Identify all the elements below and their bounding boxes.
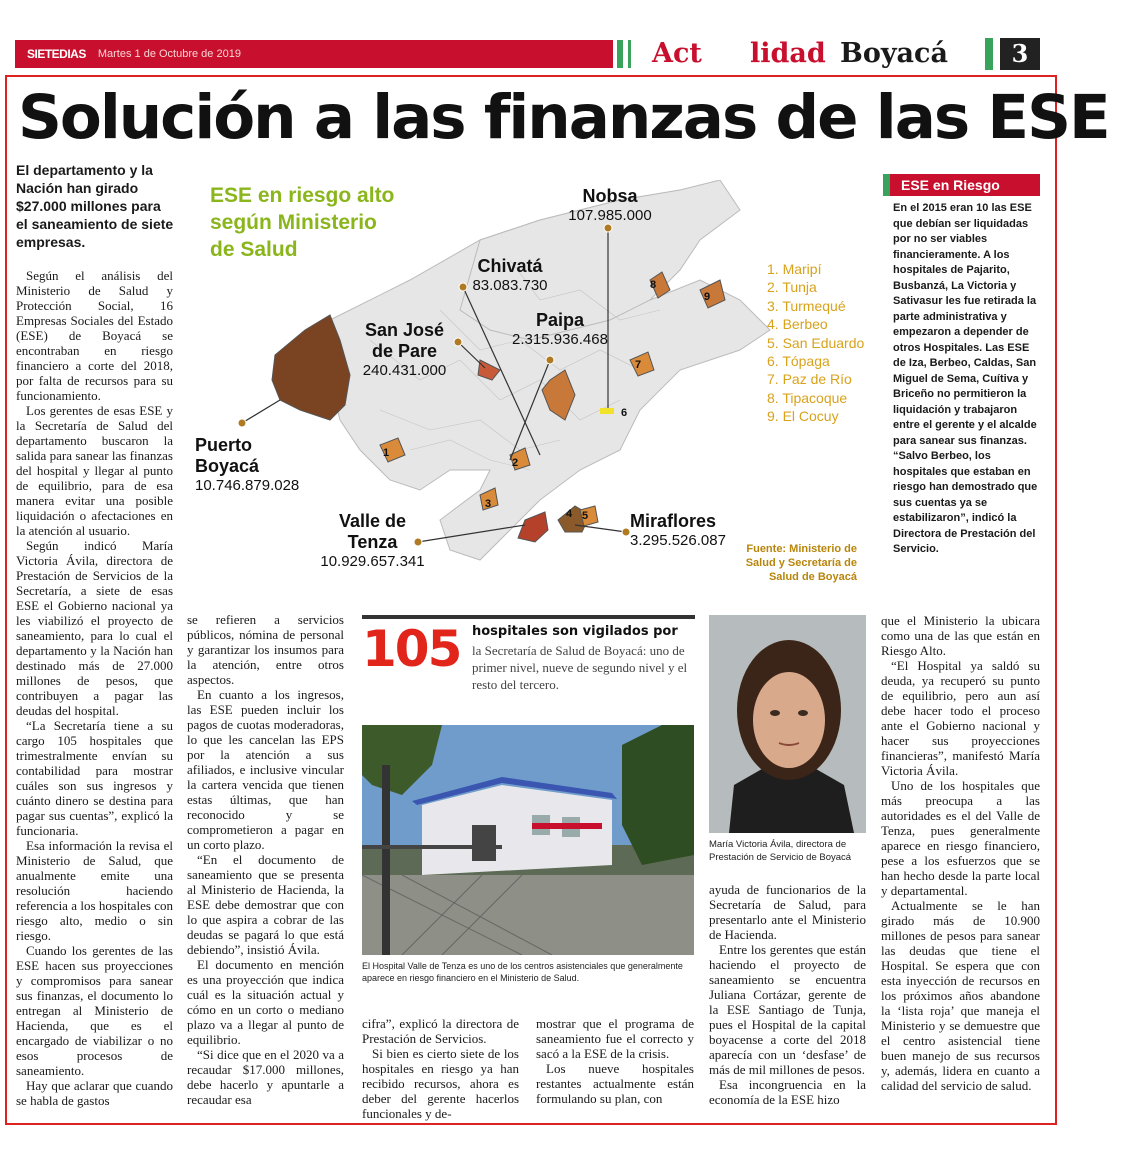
city-name: Miraflores xyxy=(630,511,717,531)
paragraph: “La Secretaría tiene a su cargo 105 hospitales que trimestralmente envían su contabilidad para mostrar cuáles son sus ingresos y cuánto dinero se destina para pagar sus cuentas”, explicó la funcionaria. xyxy=(16,718,173,838)
issue-date: Martes 1 de Octubre de 2019 xyxy=(97,48,241,60)
sidebox-text xyxy=(893,201,1038,558)
city-value: 240.431.000 xyxy=(362,362,447,379)
portrait-photo xyxy=(709,615,866,833)
paragraph: El documento en mención es una proyección que indica cuál es la situación actual y cómo en un corto o mediano plazo va a llegar al punto de equilibrio. xyxy=(187,957,344,1047)
map-marker: 6 xyxy=(621,407,628,419)
list-item: 1. Maripí xyxy=(767,261,822,277)
paragraph: Cuando los gerentes de las ESE hacen sus proyecciones y compromisos para sanear sus finanzas, el documento lo entregan al Ministerio de Hacienda, que es el encargado de viabilizar o no esos procesos de saneamiento. xyxy=(16,943,173,1078)
hospital-list xyxy=(767,260,864,426)
hospital-photo-caption: El Hospital Valle de Tenza es uno de los centros asistenciales que generalmente aparece en riesgo financiero en el Ministerio de Salud. xyxy=(362,961,683,983)
paragraph: que el Ministerio la ubicara como una de las que están en Riesgo Alto. xyxy=(881,613,1040,658)
city-label-miraflores xyxy=(630,511,740,549)
paragraph: Los nueve hospitales restantes actualmente están formulando su plan, con xyxy=(536,1061,694,1106)
body-column-4 xyxy=(536,1016,694,1124)
map-marker: 8 xyxy=(650,279,657,291)
paragraph: Actualmente se le han girado más de 10.900 millones de pesos para sanear las deudas que tiene el Hospital. Se espera que con esta inyección de recursos en los próximos años abandone la ‘lista roja’ que maneja el Ministerio y se demuestre que el centro asistencial tiene buen manejo de sus recursos y, además, lidera en cuanto a calidad del servicio de salud. xyxy=(881,898,1040,1093)
list-item: 2. Tunja xyxy=(767,279,817,296)
section-name-part2: lidad xyxy=(750,38,826,69)
header-divider xyxy=(617,40,623,68)
map-source: Fuente: Ministerio de Salud y Secretaría de Salud de Boyacá xyxy=(745,543,857,583)
paragraph: Según el análisis del Ministerio de Salud y Protección Social, 16 Empresas Sociales del Estado (ESE) de Boyacá se encontraban en riesgo financiero a corte del 2018, por falta de recursos para su funcionamiento. xyxy=(16,268,173,403)
city-value: 83.083.730 xyxy=(472,277,548,294)
section-header-bar xyxy=(15,40,613,68)
section-name-part1: Act xyxy=(652,38,702,69)
paragraph: cifra”, explicó la directora de Prestación de Servicios. xyxy=(362,1016,519,1046)
city-label-san-jose-de-pare xyxy=(352,320,457,379)
body-column-5 xyxy=(709,882,866,1124)
city-name: Nobsa xyxy=(582,186,638,206)
boyaca-map-infographic xyxy=(180,180,870,600)
paragraph: mostrar que el programa de saneamiento fue el correcto y sacó a la ESE de la crisis. xyxy=(536,1016,694,1061)
city-name: Valle de Tenza xyxy=(338,511,407,552)
city-value: 107.985.000 xyxy=(568,207,652,224)
page-number-bar xyxy=(985,38,993,70)
stat-rule xyxy=(362,615,695,619)
body-column-6 xyxy=(881,613,1040,1125)
paragraph: se refieren a servicios públicos, nómina de personal y garantizar los insumos para la atención, entre otros aspectos. xyxy=(187,612,344,687)
list-item: 3. Turmequé xyxy=(767,297,846,314)
map-marker: 5 xyxy=(582,510,589,522)
city-value: 3.295.526.087 xyxy=(630,532,726,549)
map-title-line: según Ministerio xyxy=(210,211,377,234)
body-column-1 xyxy=(16,268,173,1123)
paragraph: Esa información la revisa el Ministerio de Salud, que anualmente emite una resolución haciendo referencia a los hospitales con riesgo alto, medio o sin riesgo. xyxy=(16,838,173,943)
map-marker: 9 xyxy=(704,291,711,303)
lead-paragraph: El departamento y la Nación han girado $27.000 millones para el saneamiento de siete empresas. xyxy=(16,162,174,250)
city-label-nobsa xyxy=(560,186,660,224)
portrait-illustration xyxy=(709,615,866,833)
paragraph: Entre los gerentes que están haciendo el proyecto de saneamiento se encuentra Juliana Cortázar, gerente de la ESE Santiago de Tunja, pues el Hospital de la capital boyacense a corte del 2018 aparecía con un ‘desfase’ de más de mil millones de pesos. xyxy=(709,942,866,1077)
section-name-part3: Boyacá xyxy=(840,38,948,69)
newspaper-logo: SIETEDIAS xyxy=(27,47,86,61)
body-column-3 xyxy=(362,1016,519,1124)
city-value: 10.746.879.028 xyxy=(195,477,300,494)
city-value: 2.315.936.468 xyxy=(512,331,608,348)
page-number: 3 xyxy=(1000,38,1040,70)
portrait-photo-caption: María Victoria Ávila, directora de Prestación de Servicio de Boyacá xyxy=(709,839,852,863)
city-name: Chivatá xyxy=(477,256,543,276)
city-label-paipa xyxy=(500,310,620,348)
map-title-line: ESE en riesgo alto xyxy=(210,184,395,207)
stat-number: 105 xyxy=(362,620,461,678)
map-marker: 2 xyxy=(512,457,519,469)
paragraph: Si bien es cierto siete de los hospitales en riesgo ya han recibido recursos, ahora es deber del gerente hacerlos funcionales y de- xyxy=(362,1046,519,1121)
map-marker: 3 xyxy=(485,498,492,510)
paragraph: Según indicó María Victoria Ávila, directora de Prestación de Servicios de la Secretaría, a siete de esas ESE el Gobierno nacional ya les viabilizó el proyecto de saneamiento, para lo cual el departamento y la Nación han destinado más de 27.000 millones de pesos, que contribuyen a pagar las deudas del hospital. xyxy=(16,538,173,718)
city-name: Puerto Boyacá xyxy=(195,435,260,476)
sidebox-paragraph: “Salvo Berbeo, los hospitales que estaban en riesgo han demostrado que sus cuentas ya se estabilizaron”, indicó la Directora de Prestación del Servicio. xyxy=(893,450,1038,555)
paragraph: Hay que aclarar que cuando se habla de gastos xyxy=(16,1078,173,1108)
sidebox-title: ESE en Riesgo xyxy=(883,174,1040,196)
list-item: 4. Berbeo xyxy=(767,316,828,333)
city-label-chivata xyxy=(450,256,570,294)
sidebox-paragraph: En el 2015 eran 10 las ESE que debían ser liquidadas por no ser viables financieramente. A los hospitales de Pajarito, Busbanzá, La Victoria y Sativasur les fue retirada la parte administrativa y empezaron a depender de otros Hospitales. Las ESE de Iza, Berbeo, Caldas, San Miguel de Sema, Cuítiva y Briceño no permitieron la liquidación y trabajaron entre el gerente y el alcalde para sanear sus finanzas. xyxy=(893,202,1037,447)
city-label-valle-de-tenza xyxy=(315,511,430,570)
paragraph: “En el documento de saneamiento que se presenta al Ministerio de Hacienda, la ESE debe demostrar que con lo que aspira a cobrar de las deudas se pagará lo que está debiendo”, insistió Ávila. xyxy=(187,852,344,957)
city-value: 10.929.657.341 xyxy=(320,553,425,570)
paragraph: “El Hospital ya saldó su deuda, ya recuperó su punto de equilibrio, pero aun así debe hacer todo el proceso ante el Gobierno nacional y hacer sus proyecciones financieras”, manifestó María Victoria Ávila. xyxy=(881,658,1040,778)
map-marker: 4 xyxy=(566,508,573,520)
hospital-illustration xyxy=(362,725,694,955)
paragraph: Esa incongruencia en la economía de la ESE hizo xyxy=(709,1077,866,1107)
stat-title: hospitales son vigilados por xyxy=(472,624,678,639)
hospital-photo xyxy=(362,725,694,955)
map-title xyxy=(210,182,394,263)
list-item: 7. Paz de Río xyxy=(767,371,852,388)
body-column-2 xyxy=(187,612,344,1124)
header-divider-thin xyxy=(628,40,631,68)
headline: Solución a las finanzas de las ESE xyxy=(18,82,1109,153)
paragraph: Uno de los hospitales que más preocupa a las autoridades es el del Valle de Tenza, pues generalmente aparece en riesgo financiero, pese a los esfuerzos que se han hecho desde la parte local y departamental. xyxy=(881,778,1040,898)
paragraph: Los gerentes de esas ESE y la Secretaría de Salud del departamento buscaron la salida para sanear las finanzas del hospital y llegar al punto de equilibrio, para de esa manera evitar una posible liquidación o afectaciones en la atención al usuario. xyxy=(16,403,173,538)
paragraph: En cuanto a los ingresos, las ESE pueden incluir los pagos de cuotas moderadoras, lo que les cancelan las EPS por la atención a sus afiliados, e inclusive vincular la cartera vencida que tienen estas últimas, que han reconocido y se comprometieron a pagar en un corto plazo. xyxy=(187,687,344,852)
list-item: 5. San Eduardo xyxy=(767,334,865,351)
city-name: Paipa xyxy=(535,310,585,330)
paragraph: ayuda de funcionarios de la Secretaría de Salud, para presentarlo ante el Ministerio de Hacienda. xyxy=(709,882,866,942)
city-name: San José de Pare xyxy=(364,320,445,361)
city-label-puerto-boyaca xyxy=(195,435,310,494)
stat-text: la Secretaría de Salud de Boyacá: uno de primer nivel, nueve de segundo nivel y el resto del tercero. xyxy=(472,643,688,692)
map-marker: 1 xyxy=(383,447,390,459)
map-marker: 7 xyxy=(635,359,642,371)
sidebox-title-bar xyxy=(883,174,890,196)
list-item: 9. El Cocuy xyxy=(767,408,839,425)
list-item: 6. Tópaga xyxy=(767,353,830,370)
nobsa-region xyxy=(600,408,614,414)
paragraph: “Si dice que en el 2020 va a recaudar $17.000 millones, debe hacerlo y apuntarle a recaudar esa xyxy=(187,1047,344,1107)
list-item: 8. Tipacoque xyxy=(767,389,848,406)
map-title-line: de Salud xyxy=(210,238,298,261)
